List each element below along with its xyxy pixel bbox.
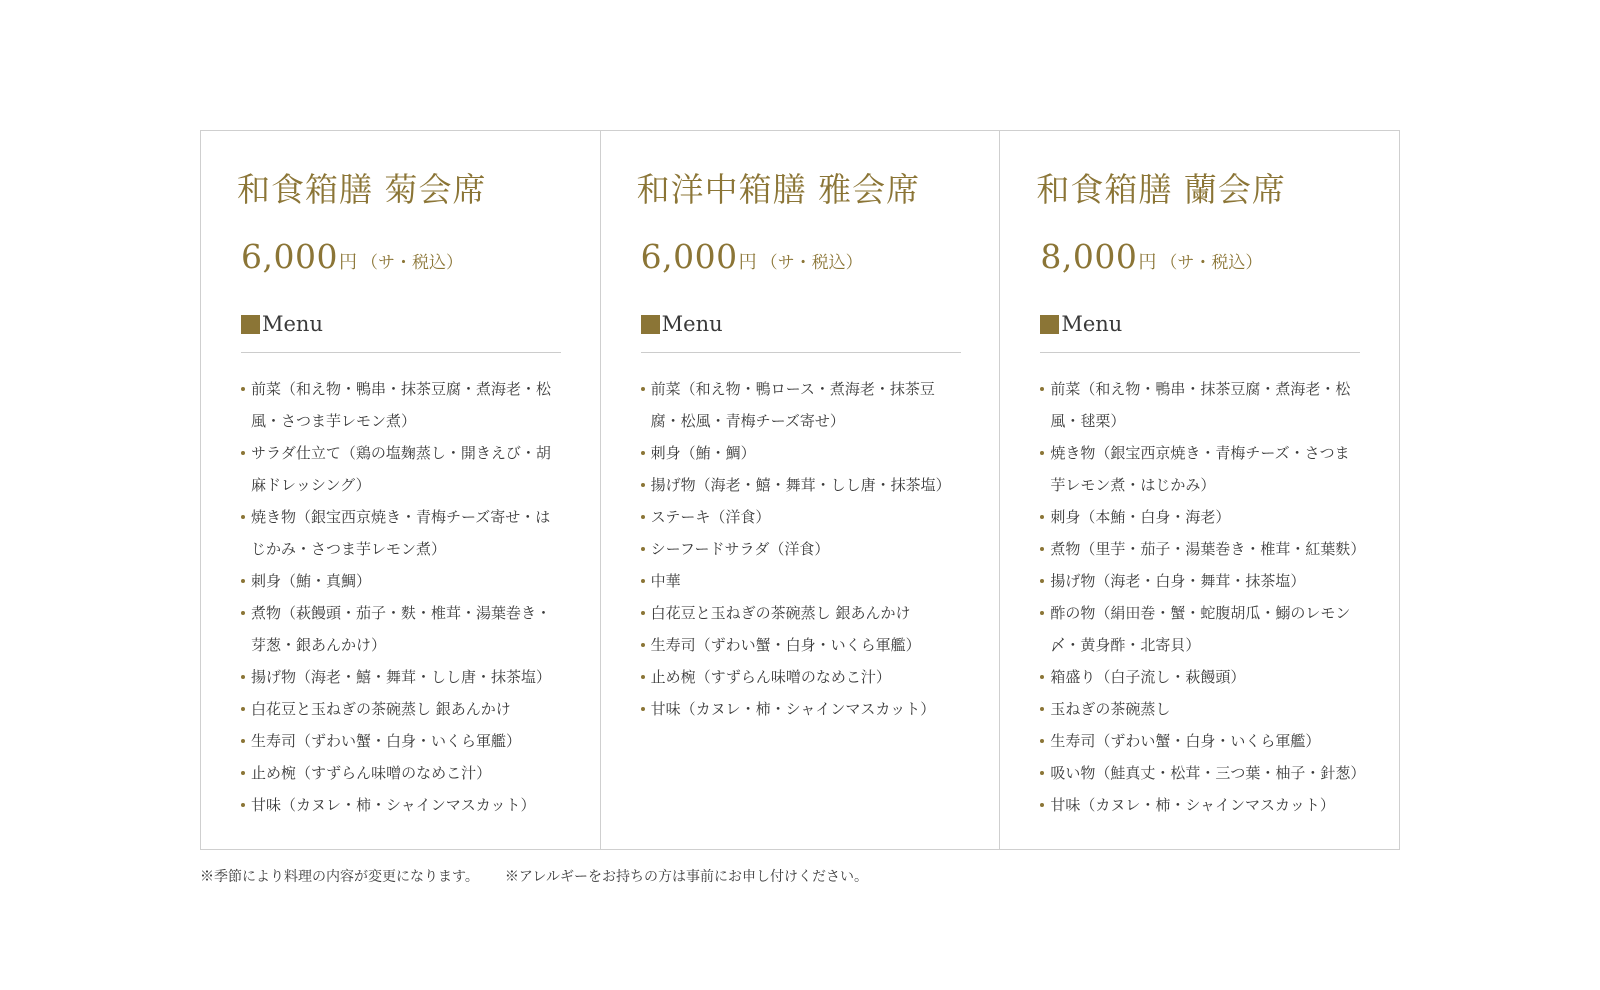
dot-bullet-icon [641,547,645,551]
menu-item [641,629,963,661]
dot-bullet-icon [641,387,645,391]
price-line [1036,237,1363,277]
price-tax-note: （サ・税込） [360,253,463,273]
menu-item [641,565,963,597]
dot-bullet-icon [241,771,245,775]
dot-bullet-icon [241,739,245,743]
dot-bullet-icon [241,579,245,583]
menu-list [641,373,963,725]
dot-bullet-icon [1040,739,1044,743]
price-line [637,237,964,277]
dot-bullet-icon [641,515,645,519]
dot-bullet-icon [1040,611,1044,615]
menu-item-text: 酢の物（絹田巻・蟹・蛇腹胡瓜・鰯のレモン〆・黄身酢・北寄貝） [1050,604,1351,654]
price-value: 6,000 [640,237,738,276]
menu-item [241,597,563,661]
menu-item [241,661,563,693]
dot-bullet-icon [241,611,245,615]
dot-bullet-icon [1040,771,1044,775]
dot-bullet-icon [1040,387,1044,391]
menu-item-text: 中華 [650,572,681,590]
dot-bullet-icon [241,707,245,711]
menu-item-text: 刺身（本鮪・白身・海老） [1050,508,1231,526]
menu-item [241,725,563,757]
menu-item-text: 揚げ物（海老・白身・舞茸・抹茶塩） [1050,572,1306,590]
menu-item-text: 箱盛り（白子流し・萩饅頭） [1050,668,1246,686]
dot-bullet-icon [241,387,245,391]
menu-item-text: 止め椀（すずらん味噌のなめこ汁） [251,764,492,782]
menu-item-text: 前菜（和え物・鴨串・抹茶豆腐・煮海老・松風・毬栗） [1050,380,1351,430]
course-title: 和食箱膳 菊会席 [237,170,487,209]
price-currency: 円 [738,252,757,273]
menu-item-text: 玉ねぎの茶碗蒸し [1050,700,1171,718]
menu-item-text: 吸い物（鮭真丈・松茸・三つ葉・柚子・針葱） [1050,764,1366,782]
menu-item [1040,597,1362,661]
menu-item [1040,533,1366,565]
menu-list [241,373,563,821]
menu-item [241,565,563,597]
menu-item [1040,789,1362,821]
menu-item-text: 煮物（里芋・茄子・湯葉巻き・椎茸・紅葉麩） [1050,540,1366,558]
dot-bullet-icon [241,675,245,679]
seasonal-note: ※季節により料理の内容が変更になります。 [200,869,479,885]
menu-item-text: 甘味（カヌレ・柿・シャインマスカット） [251,796,536,814]
price-currency: 円 [1138,252,1157,273]
course-card-ran [1000,131,1399,849]
dot-bullet-icon [1040,515,1044,519]
menu-item [1040,437,1362,501]
dot-bullet-icon [1040,707,1044,711]
menu-item [241,789,563,821]
price-value: 6,000 [241,237,338,276]
menu-item [1040,565,1362,597]
price-tax-note: （サ・税込） [1160,253,1263,273]
menu-item [641,437,963,469]
menu-item-text: 生寿司（ずわい蟹・白身・いくら軍艦） [1050,732,1321,750]
menu-heading-label: Menu [1061,312,1123,336]
menu-divider [641,352,961,353]
menu-item [241,757,563,789]
dot-bullet-icon [1040,451,1044,455]
menu-item-text: 刺身（鮪・真鯛） [251,572,372,590]
menu-item [1040,661,1362,693]
menu-item [241,437,563,501]
menu-item [1040,501,1362,533]
menu-heading-label: Menu [661,312,723,336]
menu-item-text: 揚げ物（海老・鱚・舞茸・しし唐・抹茶塩） [251,668,552,686]
menu-item-text: 生寿司（ずわい蟹・白身・いくら軍艦） [251,732,522,750]
dot-bullet-icon [241,515,245,519]
course-title: 和洋中箱膳 雅会席 [636,170,921,209]
menu-item-text: ステーキ（洋食） [650,508,771,526]
menu-item [641,373,963,437]
menu-item [641,533,963,565]
dot-bullet-icon [641,483,645,487]
dot-bullet-icon [1040,579,1044,583]
square-bullet-icon [241,315,260,334]
course-cards [200,130,1400,850]
dot-bullet-icon [641,643,645,647]
dot-bullet-icon [641,611,645,615]
menu-heading-label: Menu [262,312,323,336]
menu-item [641,501,963,533]
dot-bullet-icon [641,675,645,679]
menu-item [641,693,963,725]
menu-item-text: サラダ仕立て（鶏の塩麹蒸し・開きえび・胡麻ドレッシング） [251,444,551,494]
menu-item-text: 甘味（カヌレ・柿・シャインマスカット） [1050,796,1335,814]
menu-item [241,373,563,437]
menu-item-text: 白花豆と玉ねぎの茶碗蒸し 銀あんかけ [650,604,911,622]
menu-item [1040,373,1362,437]
menu-item-text: 甘味（カヌレ・柿・シャインマスカット） [650,700,936,718]
price-value: 8,000 [1040,237,1138,276]
dot-bullet-icon [641,579,645,583]
menu-item [1040,725,1362,757]
dot-bullet-icon [1040,675,1044,679]
menu-item-text: 焼き物（銀宝西京焼き・青梅チーズ・さつま芋レモン煮・はじかみ） [1050,444,1350,494]
menu-item [241,693,563,725]
footnotes [200,866,868,886]
course-title: 和食箱膳 蘭会席 [1036,170,1286,209]
allergy-note: ※アレルギーをお持ちの方は事前にお申し付けください。 [504,869,868,885]
menu-heading [1036,307,1363,341]
menu-item-text: 前菜（和え物・鴨ロース・煮海老・抹茶豆腐・松風・青梅チーズ寄せ） [650,380,935,430]
dot-bullet-icon [1040,803,1044,807]
dot-bullet-icon [641,451,645,455]
menu-heading [237,307,564,341]
menu-item-text: シーフードサラダ（洋食） [650,540,830,558]
menu-item-text: 刺身（鮪・鯛） [650,444,756,462]
course-card-miyabi [601,131,1001,849]
price-line [237,237,564,277]
menu-item [1040,757,1366,789]
menu-divider [241,352,561,353]
menu-item-text: 生寿司（ずわい蟹・白身・いくら軍艦） [650,636,921,654]
menu-item-text: 止め椀（すずらん味噌のなめこ汁） [650,668,891,686]
menu-list [1040,373,1366,821]
menu-item-text: 煮物（萩饅頭・茄子・麩・椎茸・湯葉巻き・芽葱・銀あんかけ） [251,604,552,654]
menu-item [641,469,963,501]
menu-item-text: 白花豆と玉ねぎの茶碗蒸し 銀あんかけ [251,700,511,718]
square-bullet-icon [1040,315,1059,334]
menu-item [641,597,963,629]
menu-heading [637,307,964,341]
square-bullet-icon [641,315,660,334]
dot-bullet-icon [641,707,645,711]
dot-bullet-icon [241,451,245,455]
dot-bullet-icon [241,803,245,807]
menu-item-text: 揚げ物（海老・鱚・舞茸・しし唐・抹茶塩） [650,476,951,494]
price-tax-note: （サ・税込） [760,253,863,273]
price-currency: 円 [338,252,357,273]
menu-item [241,501,563,565]
menu-item-text: 前菜（和え物・鴨串・抹茶豆腐・煮海老・松風・さつま芋レモン煮） [251,380,552,430]
menu-divider [1040,352,1360,353]
menu-item [641,661,963,693]
menu-item-text: 焼き物（銀宝西京焼き・青梅チーズ寄せ・はじかみ・さつま芋レモン煮） [251,508,551,558]
course-card-kiku [201,131,601,849]
dot-bullet-icon [1040,547,1044,551]
menu-item [1040,693,1362,725]
